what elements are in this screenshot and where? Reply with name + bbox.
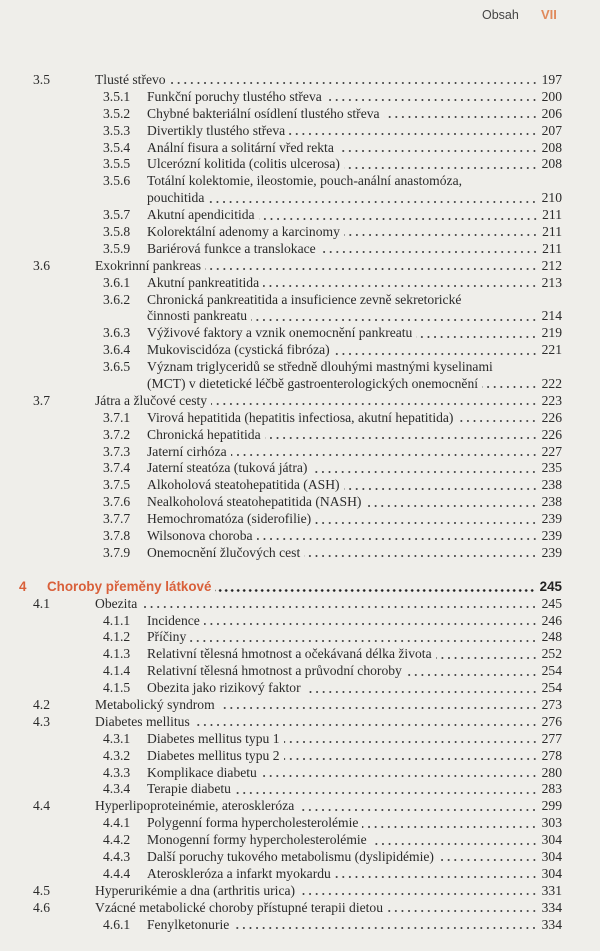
entry-page: 245 xyxy=(539,578,562,594)
toc-entry xyxy=(0,866,600,883)
entry-number: 4.1.2 xyxy=(103,629,131,645)
entry-number: 3.7.8 xyxy=(103,528,131,544)
toc-entry xyxy=(0,477,600,494)
entry-number: 4.3.2 xyxy=(103,747,131,763)
entry-number: 3.5.1 xyxy=(103,88,131,104)
entry-title: Význam triglyceridů se středně dlouhými mastnými kyselinami xyxy=(147,359,493,375)
toc-entry xyxy=(0,849,600,866)
dot-leader xyxy=(231,454,538,456)
toc-entry xyxy=(0,241,600,258)
dot-leader xyxy=(284,758,538,760)
entry-title: Další poruchy tukového metabolismu (dyslipidémie) xyxy=(147,848,434,864)
toc-entry xyxy=(0,815,600,832)
entry-title: Hyperurikémie a dna (arthritis urica) xyxy=(95,882,296,898)
entry-page: 213 xyxy=(541,274,562,290)
toc-entry xyxy=(0,731,600,748)
entry-number: 3.5.2 xyxy=(103,105,131,121)
toc-entry xyxy=(0,494,600,511)
entry-page: 214 xyxy=(541,308,562,324)
entry-number: 3.5.8 xyxy=(103,224,131,240)
dot-leader xyxy=(438,859,538,861)
dot-leader xyxy=(235,792,538,794)
toc-entry xyxy=(0,883,600,900)
entry-page: 245 xyxy=(541,595,562,611)
entry-number: 4.3 xyxy=(33,713,50,729)
entry-title: Relativní tělesná hmotnost a očekávaná délka života xyxy=(147,646,432,662)
entry-title: Tlusté střevo xyxy=(95,72,166,87)
entry-number: 4.2 xyxy=(33,696,50,712)
dot-leader xyxy=(170,82,538,84)
dot-leader xyxy=(326,99,538,101)
dot-leader xyxy=(344,234,538,236)
toc-entry xyxy=(0,106,600,123)
entry-page: 299 xyxy=(541,798,562,814)
entry-title: Incidence xyxy=(147,612,200,628)
toc-entry xyxy=(0,748,600,765)
entry-page: 304 xyxy=(541,832,562,848)
toc-entry xyxy=(0,258,600,275)
entry-title: Chronická pankreatitida a insuficience zevně sekretorické xyxy=(147,291,462,307)
entry-title: Terapie diabetu xyxy=(147,781,231,797)
entry-page: 235 xyxy=(541,460,562,476)
dot-leader xyxy=(265,437,538,439)
entry-title: Fenylketonurie xyxy=(147,916,230,932)
entry-page: 238 xyxy=(541,477,562,493)
entry-title: Hyperlipoproteinémie, ateroskleróza xyxy=(95,798,295,814)
entry-title: Komplikace diabetu xyxy=(147,764,257,780)
entry-title: (MCT) v dietetické léčbě gastroenterologických onemocnění xyxy=(147,376,479,392)
entry-title: Ulcerózní kolitida (colitis ulcerosa) xyxy=(147,156,340,172)
entry-number: 3.7.4 xyxy=(103,460,131,476)
toc-entry xyxy=(0,444,600,461)
toc-entry xyxy=(0,545,600,562)
entry-title: Funkční poruchy tlustého střeva xyxy=(147,88,322,104)
dot-leader xyxy=(387,910,538,912)
dot-leader xyxy=(261,775,538,777)
entry-page: 239 xyxy=(541,511,562,527)
toc-entry xyxy=(0,528,600,545)
entry-number: 3.6.2 xyxy=(103,291,131,307)
toc-entry xyxy=(0,900,600,917)
entry-title: Virová hepatitida (hepatitis infectiosa, akutní hepatitida) xyxy=(147,409,454,425)
entry-page: 226 xyxy=(541,426,562,442)
entry-title: Exokrinní pankreas xyxy=(95,257,202,273)
dot-leader xyxy=(211,403,538,405)
dot-leader xyxy=(194,724,538,726)
toc-entry xyxy=(0,613,600,630)
entry-page: 223 xyxy=(541,392,562,408)
entry-number: 4.1.1 xyxy=(103,612,131,628)
entry-title: Jaterní steatóza (tuková játra) xyxy=(147,460,308,476)
entry-page: 206 xyxy=(541,105,562,121)
dot-leader xyxy=(335,876,538,878)
entry-title: Onemocnění žlučových cest xyxy=(147,544,301,560)
entry-title: Vzácné metabolické choroby přístupné terapii dietou xyxy=(95,899,384,915)
entry-page: 254 xyxy=(541,663,562,679)
table-of-contents xyxy=(0,72,600,933)
entry-number: 4.4.1 xyxy=(103,815,131,831)
entry-number: 3.7.9 xyxy=(103,544,131,560)
dot-leader xyxy=(482,386,538,388)
entry-page: 304 xyxy=(541,848,562,864)
entry-number: 3.6.4 xyxy=(103,342,131,358)
entry-page: 212 xyxy=(541,257,562,273)
toc-entry xyxy=(0,89,600,106)
entry-number: 3.5.4 xyxy=(103,139,131,155)
dot-leader xyxy=(406,674,538,676)
entry-number: 4.1.3 xyxy=(103,646,131,662)
entry-title: Divertikly tlustého střeva xyxy=(147,122,286,138)
dot-leader xyxy=(204,623,538,625)
dot-leader xyxy=(259,218,539,220)
entry-number: 3.6.1 xyxy=(103,274,131,290)
dot-leader xyxy=(215,589,535,592)
dot-leader xyxy=(233,927,537,929)
entry-number: 3.7.7 xyxy=(103,511,131,527)
dot-leader xyxy=(219,707,538,709)
entry-page: 277 xyxy=(541,730,562,746)
entry-title: Ateroskleróza a infarkt myokardu xyxy=(147,865,331,881)
entry-title: Jaterní cirhóza xyxy=(147,443,227,459)
toc-entry xyxy=(0,376,600,393)
entry-page: 210 xyxy=(541,190,562,206)
entry-number: 4.4.4 xyxy=(103,865,131,881)
toc-entry xyxy=(0,72,600,89)
entry-title: Akutní pankreatitida xyxy=(147,274,260,290)
toc-entry xyxy=(0,325,600,342)
dot-leader xyxy=(205,268,538,270)
entry-page: 334 xyxy=(541,899,562,915)
entry-title: Monogenní formy hypercholesterolémie xyxy=(147,832,367,848)
entry-page: 222 xyxy=(541,376,562,392)
dot-leader xyxy=(311,471,537,473)
dot-leader xyxy=(416,336,537,338)
entry-title: Choroby přeměny látkové xyxy=(47,578,212,594)
toc-entry xyxy=(0,342,600,359)
entry-page: 207 xyxy=(541,122,562,138)
entry-page: 219 xyxy=(541,325,562,341)
toc-entry xyxy=(0,308,600,325)
entry-page: 208 xyxy=(541,139,562,155)
entry-number: 4.1.5 xyxy=(103,680,131,696)
dot-leader xyxy=(320,251,538,253)
entry-page: 208 xyxy=(541,156,562,172)
entry-number: 3.6.3 xyxy=(103,325,131,341)
toc-entry xyxy=(0,511,600,528)
toc-entry xyxy=(0,714,600,731)
entry-page: 227 xyxy=(541,443,562,459)
dot-leader xyxy=(190,640,537,642)
entry-page: 331 xyxy=(541,882,562,898)
toc-entry xyxy=(0,359,600,376)
entry-title: Anální fisura a solitární vřed rekta xyxy=(147,139,334,155)
entry-number: 4.5 xyxy=(33,882,50,898)
dot-leader xyxy=(344,167,538,169)
entry-page: 239 xyxy=(541,528,562,544)
toc-entry xyxy=(0,781,600,798)
entry-title: Obezita xyxy=(95,595,138,611)
toc-entry xyxy=(0,275,600,292)
entry-page: 197 xyxy=(541,72,562,87)
toc-entry xyxy=(0,798,600,815)
entry-page: 273 xyxy=(541,696,562,712)
entry-number: 4.3.1 xyxy=(103,730,131,746)
toc-entry xyxy=(0,173,600,190)
toc-entry xyxy=(0,765,600,782)
entry-number: 3.5.7 xyxy=(103,207,131,223)
entry-number: 3.5.9 xyxy=(103,240,131,256)
entry-number: 3.5 xyxy=(33,72,50,87)
entry-title: Akutní apendicitida xyxy=(147,207,255,223)
entry-page: 211 xyxy=(542,207,562,223)
entry-number: 3.7.6 xyxy=(103,494,131,510)
entry-number: 4.4.2 xyxy=(103,832,131,848)
dot-leader xyxy=(263,285,537,287)
entry-page: 303 xyxy=(541,815,562,831)
toc-entry xyxy=(0,410,600,427)
entry-number: 4.1.4 xyxy=(103,663,131,679)
dot-leader xyxy=(298,809,537,811)
dot-leader xyxy=(371,843,538,845)
entry-number: 3.7.2 xyxy=(103,426,131,442)
dot-leader xyxy=(344,488,538,490)
entry-number: 3.7.5 xyxy=(103,477,131,493)
entry-number: 3.5.6 xyxy=(103,173,131,189)
entry-number: 4.3.4 xyxy=(103,781,131,797)
dot-leader xyxy=(289,133,537,135)
toc-entry xyxy=(0,663,600,680)
entry-page: 239 xyxy=(541,544,562,560)
entry-title: Totální kolektomie, ileostomie, pouch-anální anastomóza, xyxy=(147,173,463,189)
toc-entry xyxy=(0,123,600,140)
entry-number: 3.6 xyxy=(33,257,50,273)
entry-page: 248 xyxy=(541,629,562,645)
entry-title: Diabetes mellitus typu 1 xyxy=(147,730,280,746)
entry-page: 304 xyxy=(541,865,562,881)
entry-number: 3.7.1 xyxy=(103,409,131,425)
toc-entry xyxy=(0,697,600,714)
dot-leader xyxy=(384,116,538,118)
toc-entry xyxy=(0,680,600,697)
entry-title: Chronická hepatitida xyxy=(147,426,261,442)
dot-leader xyxy=(334,353,538,355)
entry-title: Játra a žlučové cesty xyxy=(95,392,208,408)
dot-leader xyxy=(365,505,537,507)
entry-title: Diabetes mellitus xyxy=(95,713,190,729)
entry-number: 4.1 xyxy=(33,595,50,611)
entry-page: 254 xyxy=(541,680,562,696)
entry-page: 246 xyxy=(541,612,562,628)
entry-title: Obezita jako rizikový faktor xyxy=(147,680,301,696)
entry-number: 3.7.3 xyxy=(103,443,131,459)
entry-title: Diabetes mellitus typu 2 xyxy=(147,747,280,763)
entry-title: Výživové faktory a vznik onemocnění pankreatu xyxy=(147,325,413,341)
entry-page: 252 xyxy=(541,646,562,662)
entry-title: Wilsonova choroba xyxy=(147,528,253,544)
entry-number: 3.5.5 xyxy=(103,156,131,172)
toc-entry xyxy=(0,190,600,207)
entry-number: 4.3.3 xyxy=(103,764,131,780)
entry-title: Polygenní forma hypercholesterolémie xyxy=(147,815,359,831)
toc-entry xyxy=(0,140,600,157)
toc-entry xyxy=(0,460,600,477)
entry-title: Relativní tělesná hmotnost a průvodní choroby xyxy=(147,663,402,679)
entry-number: 3.5.3 xyxy=(103,122,131,138)
entry-title: Alkoholová steatohepatitida (ASH) xyxy=(147,477,340,493)
entry-title: Chybné bakteriální osídlení tlustého střeva xyxy=(147,105,380,121)
toc-entry xyxy=(0,832,600,849)
entry-page: 276 xyxy=(541,713,562,729)
entry-title: Nealkoholová steatohepatitida (NASH) xyxy=(147,494,362,510)
dot-leader xyxy=(338,150,538,152)
toc-entry xyxy=(0,917,600,934)
dot-leader xyxy=(299,893,538,895)
dot-leader xyxy=(304,555,537,557)
toc-entry xyxy=(0,596,600,613)
dot-leader xyxy=(315,522,537,524)
dot-leader xyxy=(251,319,538,321)
entry-page: 278 xyxy=(541,747,562,763)
toc-entry xyxy=(0,646,600,663)
entry-page: 226 xyxy=(541,409,562,425)
dot-leader xyxy=(208,201,537,203)
entry-number: 4.6.1 xyxy=(103,916,131,932)
page-number: VII xyxy=(541,7,557,22)
entry-page: 334 xyxy=(541,916,562,932)
toc-entry xyxy=(0,156,600,173)
dot-leader xyxy=(362,826,537,828)
entry-page: 211 xyxy=(542,240,562,256)
dot-leader xyxy=(436,657,538,659)
entry-page: 221 xyxy=(541,342,562,358)
entry-number: 3.7 xyxy=(33,392,50,408)
entry-number: 4.4 xyxy=(33,798,50,814)
entry-page: 238 xyxy=(541,494,562,510)
toc-entry xyxy=(0,629,600,646)
toc-entry xyxy=(0,292,600,309)
dot-leader xyxy=(284,741,538,743)
entry-number: 4 xyxy=(19,578,27,594)
entry-title: Bariérová funkce a translokace xyxy=(147,240,316,256)
entry-title: Příčiny xyxy=(147,629,187,645)
entry-title: Kolorektální adenomy a karcinomy xyxy=(147,224,340,240)
toc-entry xyxy=(0,427,600,444)
entry-title: pouchitida xyxy=(147,190,205,206)
entry-number: 4.6 xyxy=(33,899,50,915)
toc-chapter xyxy=(0,579,600,596)
dot-leader xyxy=(141,606,537,608)
entry-title: činnosti pankreatu xyxy=(147,308,248,324)
entry-title: Hemochromatóza (siderofilie) xyxy=(147,511,312,527)
dot-leader xyxy=(457,420,537,422)
dot-leader xyxy=(305,691,538,693)
running-header-label: Obsah xyxy=(482,8,519,22)
toc-entry xyxy=(0,207,600,224)
dot-leader xyxy=(257,538,538,540)
entry-page: 211 xyxy=(542,224,562,240)
entry-page: 283 xyxy=(541,781,562,797)
entry-number: 4.4.3 xyxy=(103,848,131,864)
entry-title: Mukoviscidóza (cystická fibróza) xyxy=(147,342,330,358)
toc-entry xyxy=(0,224,600,241)
entry-title: Metabolický syndrom xyxy=(95,696,215,712)
entry-page: 200 xyxy=(541,88,562,104)
entry-number: 3.6.5 xyxy=(103,359,131,375)
entry-page: 280 xyxy=(541,764,562,780)
toc-entry xyxy=(0,393,600,410)
